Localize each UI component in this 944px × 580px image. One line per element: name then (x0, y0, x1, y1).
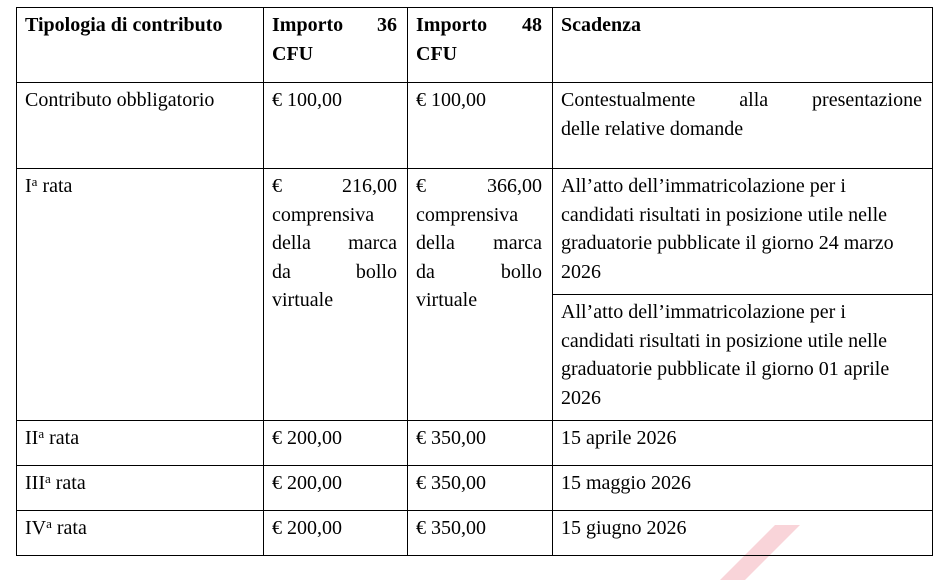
header-deadline: Scadenza (553, 8, 933, 83)
amount-36-line3: della marca (272, 232, 397, 254)
cell-deadline-b: All’atto dell’immatricolazione per i candidati risultati in posizione utile nelle graduatorie pubblicate il giorno 01 aprile 2026 (553, 295, 933, 421)
amount-36-line4: da bollo (272, 260, 397, 283)
header-amount-48-line2: CFU (416, 42, 458, 65)
cell-type: III$^a$ rata (17, 466, 264, 511)
cell-type: $IV^a$ rata (17, 511, 264, 556)
table-row-seconda-rata (17, 421, 933, 466)
cell-deadline: 15 giugno 2026 (553, 511, 933, 556)
amount-48-line3: della marca (416, 232, 542, 254)
cell-amount-48: € 350,00 (408, 511, 553, 556)
amount-48-line4: da bollo (416, 260, 542, 283)
cell-amount-36: € 200,00 (264, 421, 408, 466)
cell-amount-48: € 350,00 (408, 466, 553, 511)
cell-deadline-line2: delle relative domande (561, 117, 744, 140)
fee-schedule-table (16, 7, 933, 556)
cell-deadline (553, 83, 933, 169)
cell-amount-48: € 350,00 (408, 421, 553, 466)
cell-amount-48: € 100,00 (408, 83, 553, 169)
ordinal-suffix: a (46, 516, 52, 531)
table-row-terza-rata (17, 466, 933, 511)
amount-36-line1: € 216,00 (272, 175, 397, 197)
cell-deadline: 15 maggio 2026 (553, 466, 933, 511)
cell-deadline-a: All’atto dell’immatricolazione per i candidati risultati in posizione utile nelle graduatorie pubblicate il giorno 24 marzo 2026 (553, 169, 933, 295)
cell-deadline-line1: Contestualmente alla presentazione (561, 89, 922, 111)
cell-amount-36 (264, 169, 408, 421)
header-amount-36-line1: Importo 36 (272, 14, 397, 36)
ordinal-suffix: a (44, 471, 51, 486)
header-amount-48-line1: Importo 48 (416, 14, 542, 36)
amount-48-line2: comprensiva (416, 203, 519, 226)
header-type: Tipologia di contributo (17, 8, 264, 83)
cell-deadline: 15 aprile 2026 (553, 421, 933, 466)
cell-type: $II^a$ rata (17, 421, 264, 466)
cell-amount-36: € 100,00 (264, 83, 408, 169)
header-amount-36-line2: CFU (272, 42, 314, 65)
header-amount-36 (264, 8, 408, 83)
table-row-prima-rata (17, 169, 933, 295)
amount-48-line5: virtuale (416, 289, 478, 311)
ordinal-suffix: a (38, 426, 45, 441)
cell-amount-48 (408, 169, 553, 421)
table-row-quarta-rata (17, 511, 933, 556)
table-row-contributo-obbligatorio (17, 83, 933, 169)
amount-36-line5: virtuale (272, 289, 334, 311)
cell-amount-36: € 200,00 (264, 466, 408, 511)
ordinal-suffix: a (31, 174, 38, 189)
amount-48-line1: € 366,00 (416, 175, 542, 197)
cell-type: $I^a$ rata (17, 169, 264, 421)
amount-36-line2: comprensiva (272, 203, 375, 226)
header-amount-48 (408, 8, 553, 83)
table-header-row (17, 8, 933, 83)
cell-type: Contributo obbligatorio (17, 83, 264, 169)
cell-amount-36: € 200,00 (264, 511, 408, 556)
